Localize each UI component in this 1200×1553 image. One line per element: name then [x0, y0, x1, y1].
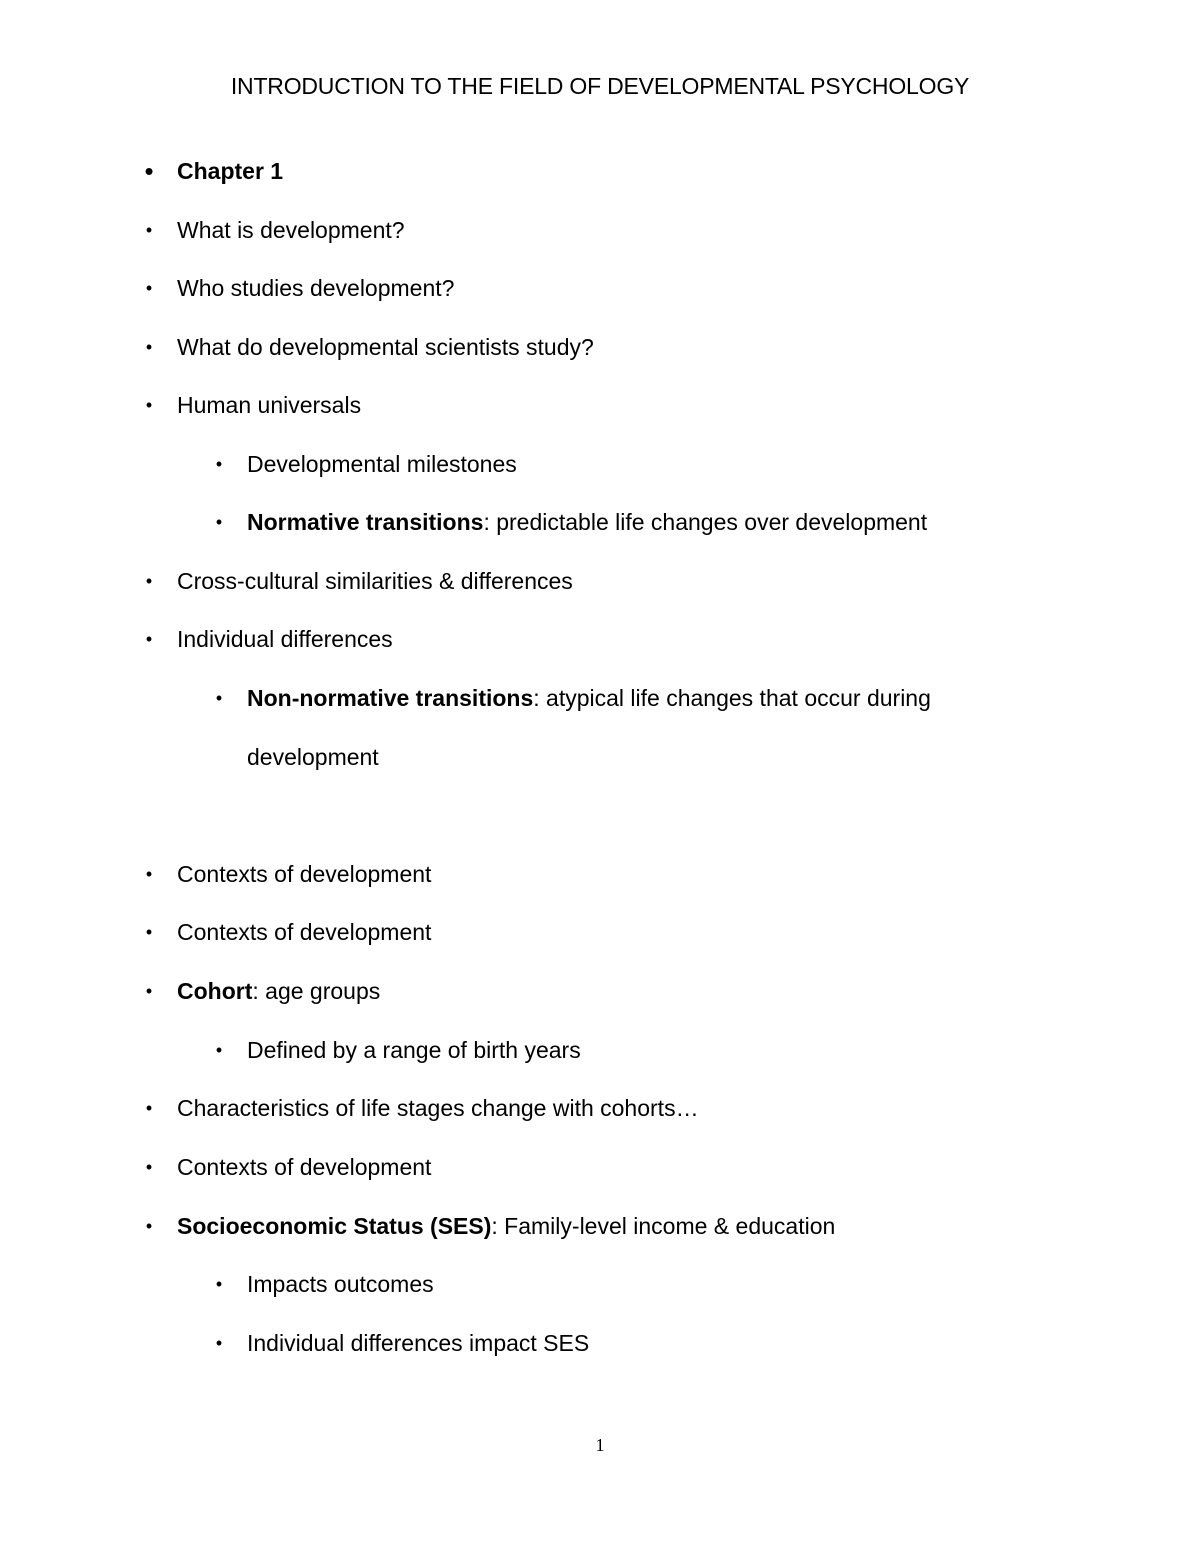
bullet-icon: • [145, 1098, 153, 1118]
item-text: What do developmental scientists study? [177, 334, 594, 360]
bullet-icon: • [145, 337, 153, 357]
item-text: : atypical life changes that occur during [533, 685, 931, 711]
list-item [145, 918, 432, 946]
bullet-icon: • [145, 864, 153, 884]
item-text: Impacts outcomes [247, 1271, 434, 1297]
item-term: Socioeconomic Status (SES) [177, 1213, 492, 1239]
item-text: What is development? [177, 217, 405, 243]
list-item [145, 860, 432, 888]
list-item [145, 567, 573, 595]
item-text: Who studies development? [177, 275, 455, 301]
list-item-chapter [144, 156, 284, 186]
item-text: Defined by a range of birth years [247, 1037, 581, 1063]
bullet-icon: • [215, 1040, 223, 1060]
page-number: 1 [595, 1435, 605, 1455]
bullet-icon: • [145, 922, 153, 942]
list-item [145, 1212, 836, 1240]
item-text: Developmental milestones [247, 451, 517, 477]
sub-list-item [215, 1036, 581, 1064]
bullet-icon: • [215, 688, 223, 708]
sub-list-item [215, 1270, 434, 1298]
item-text: : predictable life changes over development [483, 509, 928, 535]
sub-list-item [215, 684, 931, 712]
bullet-icon: • [145, 1157, 153, 1177]
item-text: Human universals [177, 392, 362, 418]
item-text: : Family-level income & education [491, 1213, 836, 1239]
bullet-icon: • [215, 512, 223, 532]
sub-list-item [215, 508, 928, 536]
sub-list-item [215, 1329, 590, 1357]
bullet-icon: • [145, 395, 153, 415]
bullet-icon: • [215, 1274, 223, 1294]
item-term: Cohort [177, 978, 253, 1004]
list-item [145, 216, 405, 244]
bullet-icon: • [145, 629, 153, 649]
bullet-icon: • [215, 454, 223, 474]
bullet-icon: • [145, 1216, 153, 1236]
bullet-icon: • [145, 981, 153, 1001]
bullet-icon: • [145, 571, 153, 591]
bullet-icon: • [145, 278, 153, 298]
item-text: Contexts of development [177, 1154, 432, 1180]
page-title: INTRODUCTION TO THE FIELD OF DEVELOPMENTAL PSYCHOLOGY [230, 73, 970, 99]
list-item [145, 625, 393, 653]
list-item [145, 391, 362, 419]
item-term: Non-normative transitions [247, 685, 534, 711]
item-text: Individual differences impact SES [247, 1330, 590, 1356]
item-term: Chapter 1 [177, 158, 284, 184]
item-text: Cross-cultural similarities & differences [177, 568, 573, 594]
bullet-icon: • [215, 1333, 223, 1353]
list-item [145, 333, 594, 361]
item-text: Characteristics of life stages change with cohorts… [177, 1095, 699, 1121]
item-text: Contexts of development [177, 861, 432, 887]
list-item [145, 1094, 699, 1122]
bullet-icon: • [144, 156, 154, 186]
item-text: Individual differences [177, 626, 393, 652]
bullet-icon: • [145, 220, 153, 240]
list-item [145, 1153, 432, 1181]
list-item [145, 977, 381, 1005]
item-text: development [247, 744, 379, 770]
item-text: : age groups [252, 978, 381, 1004]
item-term: Normative transitions [247, 509, 484, 535]
sub-list-item [215, 450, 517, 478]
sub-list-item-continuation [247, 743, 379, 771]
list-item [145, 274, 455, 302]
item-text: Contexts of development [177, 919, 432, 945]
